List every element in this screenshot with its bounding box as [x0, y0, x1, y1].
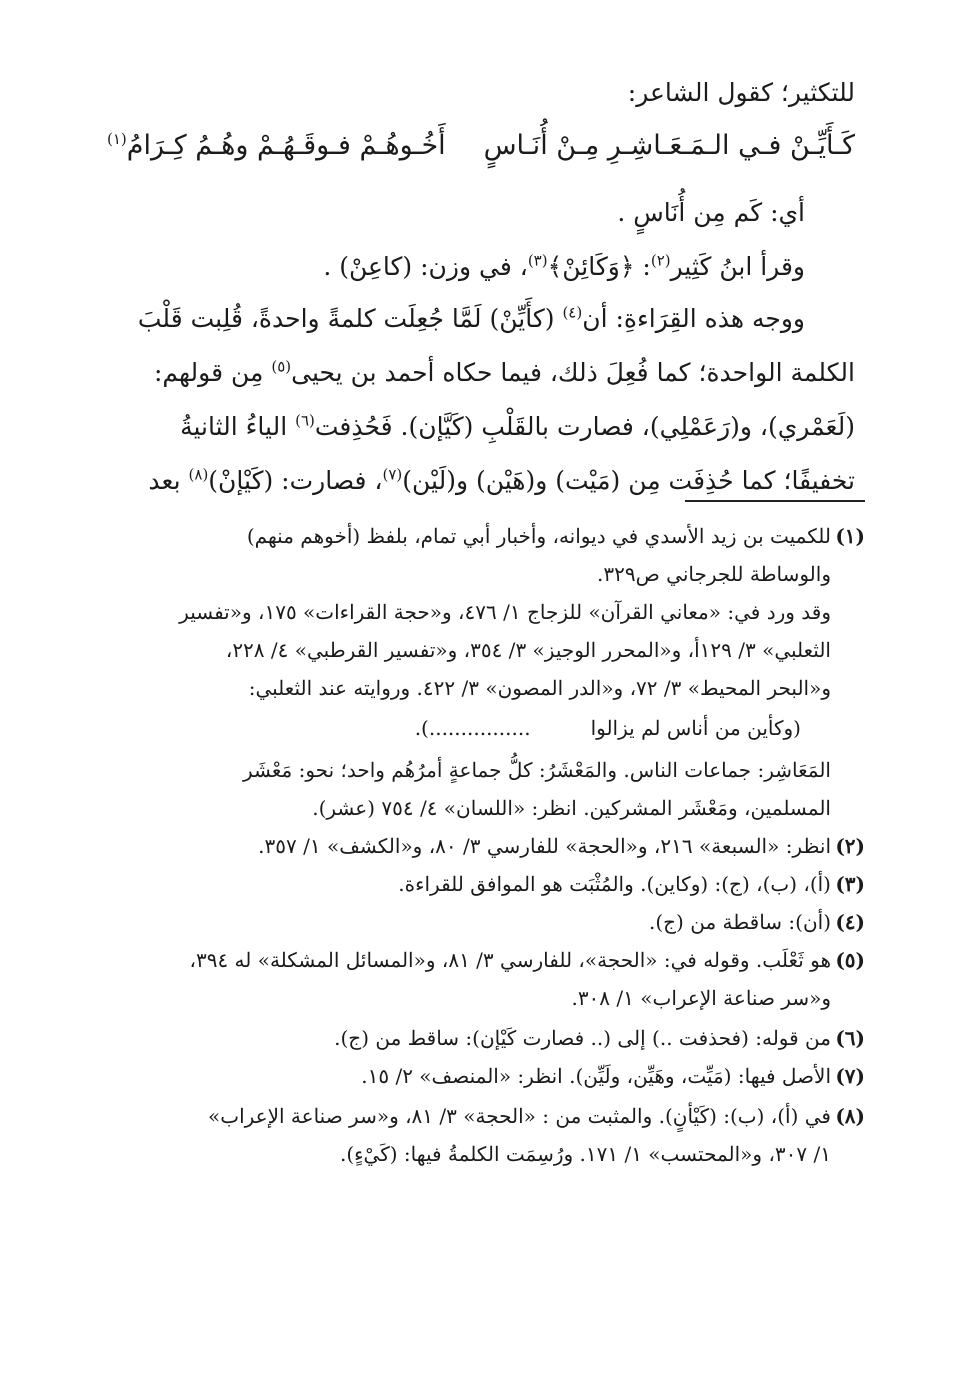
footnote-4: (٤)(أن): ساقطة من (ج).	[648, 910, 865, 934]
footnote-ref: (٧)	[382, 465, 403, 484]
footnote-ref: (٥)	[271, 357, 292, 376]
footnote-5-line: و«سر صناعة الإعراب» ١/ ٣٠٨.	[571, 986, 831, 1010]
footnote-number: (٨)	[835, 1104, 865, 1128]
footnote-1-line: و«البحر المحيط» ٣/ ٧٢، و«الدر المصون» ٣/ ٤٢٢. وروايته عند الثعلبي:	[248, 676, 831, 700]
footnote-1-line: الثعلبي» ٣/ ١٢٩أ، و«المحرر الوجيز» ٣/ ٣٥٤، و«تفسير القرطبي» ٤/ ٢٢٨،	[225, 638, 831, 662]
footnote-number: (٥)	[835, 948, 865, 972]
poem-hemistich-first: كَـأَيِّـنْ فـي الـمَـعَـاشِـرِ مِـنْ أُنَـاسٍ	[483, 130, 855, 161]
footnote-5: (٥)هو ثَعْلَب. وقوله في: «الحجة»، للفارسي ٣/ ٨١، و«المسائل المشكلة» له ٣٩٤،	[189, 948, 865, 972]
footnote-ref: (١)	[107, 130, 127, 148]
footnote-number: (١)	[835, 524, 865, 548]
footnote-8-line: ١/ ٣٠٧، و«المحتسب» ١/ ١٧١. ورُسِمَت الكلمةُ فيها: (كَيْءٍ).	[339, 1142, 831, 1166]
footnote-ref: (٢)	[650, 251, 671, 270]
footnote-number: (٣)	[835, 872, 865, 896]
footnote-ref: (٣)	[527, 251, 548, 270]
footnote-ref: (٤)	[562, 303, 583, 322]
footnote-1-line: المسلمين، ومَعْشَر المشركين. انظر: «اللسان» ٤/ ٧٥٤ (عشر).	[312, 796, 831, 820]
footnote-separator	[685, 500, 865, 502]
footnote-1-line: والوساطة للجرجاني ص٣٢٩.	[597, 562, 831, 586]
footnote-1-line: المَعَاشِر: جماعات الناس. والمَعْشَرُ: كلُّ جماعةٍ أمرُهُم واحد؛ نحو: مَعْشَر	[243, 758, 831, 782]
text-line: ووجه هذه القِرَاءةِ: أن$^{(٤)}$ (كأَيِّنْ) لَمَّا جُعِلَت كلمةً واحدةً، قُلِبت قَلْبَ	[137, 303, 805, 333]
footnote-number: (٦)	[835, 1026, 865, 1050]
footnote-1: (١)للكميت بن زيد الأسدي في ديوانه، وأخبار أبي تمام، بلفظ (أخوهم منهم)	[246, 524, 865, 548]
text-line: للتكثير؛ كقول الشاعر:	[627, 78, 855, 107]
footnote-7: (٧)الأصل فيها: (مَيِّت، وهَيِّن، ولَيِّن). انظر: «المنصف» ٢/ ١٥.	[361, 1064, 865, 1088]
footnote-8: (٨)في (أ)، (ب): (كَيْأنٍ). والمثبت من : «الحجة» ٣/ ٨١، و«سر صناعة الإعراب»	[208, 1104, 865, 1128]
footnote-1-line: وقد ورد في: «معاني القرآن» للزجاج ١/ ٤٧٦، و«حجة القراءات» ١٧٥، و«تفسير	[179, 600, 831, 624]
text-line: وقرأ ابنُ كَثِير$^{(٢)}$: ﴿وَكَائِنْ﴾$^{(٣)}$، في وزن: (كاعِنْ) .	[323, 251, 805, 281]
footnote-ref: (٦)	[295, 411, 315, 430]
footnote-number: (٤)	[835, 910, 865, 934]
text-line: الكلمة الواحدة؛ كما فُعِلَ ذلك، فيما حكاه أحمد بن يحيى$^{(٥)}$ مِن قولهم:	[153, 357, 855, 387]
footnote-6: (٦)من قوله: (فحذفت ..) إلى (.. فصارت كَيْإن): ساقط من (ج).	[334, 1026, 865, 1050]
footnote-number: (٧)	[835, 1064, 865, 1088]
footnote-1-verse: (وكأين من أناس لم يزالوا................).	[414, 716, 801, 740]
text-line: (لَعَمْري)، و(رَعَمْلِي)، فصارت بالقَلْبِ (كَيَّإن). فَحُذِفت$^{(٦)}$ الياءُ الثانيةُ	[180, 411, 855, 441]
footnote-2: (٢)انظر: «السبعة» ٢١٦، و«الحجة» للفارسي ٣/ ٨٠، و«الكشف» ١/ ٣٥٧.	[258, 834, 865, 858]
footnote-3: (٣)(أ)، (ب)، (ج): (وكاين). والمُثْبَت هو الموافق للقراءة.	[398, 872, 865, 896]
text-line: أي: كَم مِن أُنَاسٍ .	[617, 198, 805, 227]
footnote-ref: (٨)	[188, 465, 209, 484]
footnote-number: (٢)	[835, 834, 865, 858]
poem-hemistich-second: أَخُـوهُـمْ فـوقَـهُـمْ وهُـمُ كِـرَامُ$^{(١)}$	[107, 130, 446, 161]
text-line: تخفيفًا؛ كما حُذِفَت مِن (مَيْت) و(هَيْن) و(لَيْن)$^{(٧)}$، فصارت: (كَيْإنْ)$^{(٨)}$ بعد	[148, 465, 855, 495]
